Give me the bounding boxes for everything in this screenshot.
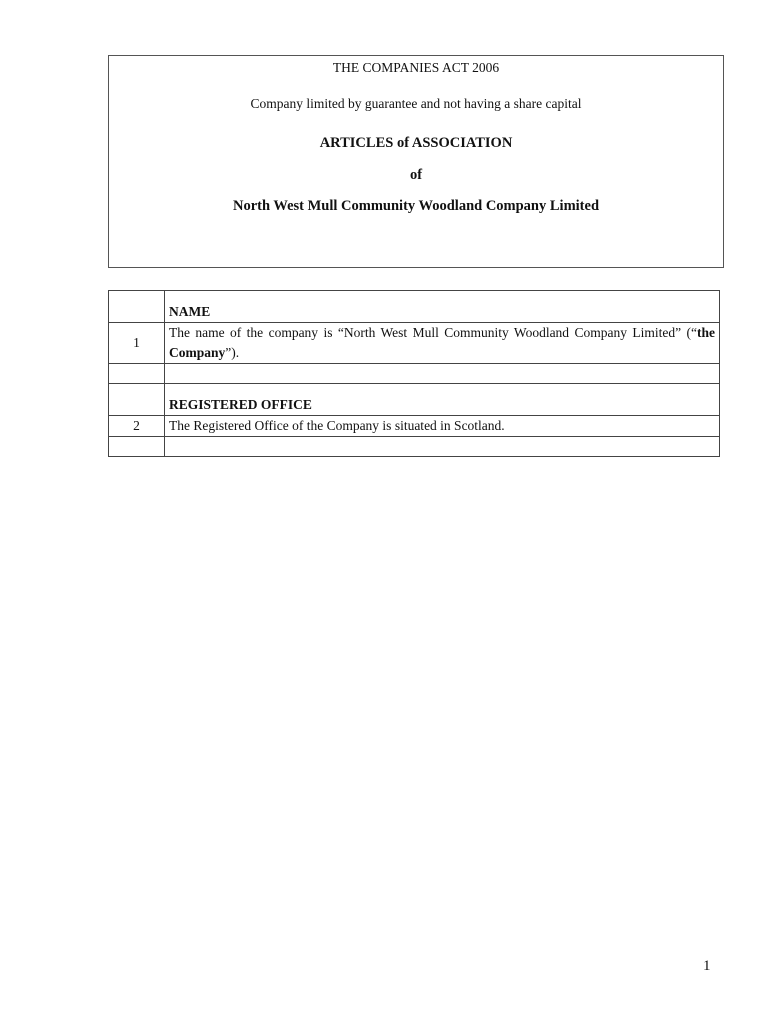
article-text: The Registered Office of the Company is situated in Scotland. [165, 416, 720, 437]
title-box [108, 55, 724, 268]
document-title: ARTICLES of ASSOCIATION [319, 135, 513, 151]
company-type: Company limited by guarantee and not having a share capital [250, 96, 582, 111]
of-label: of [409, 167, 423, 183]
article-heading: NAME [165, 291, 720, 323]
article-number: 1 [109, 323, 165, 364]
act-title: THE COMPANIES ACT 2006 [332, 60, 500, 75]
articles-table [108, 290, 720, 457]
article-text: The name of the company is “North West Mull Community Woodland Company Limited” (“the Company”). [165, 323, 720, 364]
company-name: North West Mull Community Woodland Company Limited [232, 198, 600, 214]
article-number: 2 [109, 416, 165, 437]
page-number: 1 [703, 958, 711, 974]
article-heading: REGISTERED OFFICE [165, 384, 720, 416]
